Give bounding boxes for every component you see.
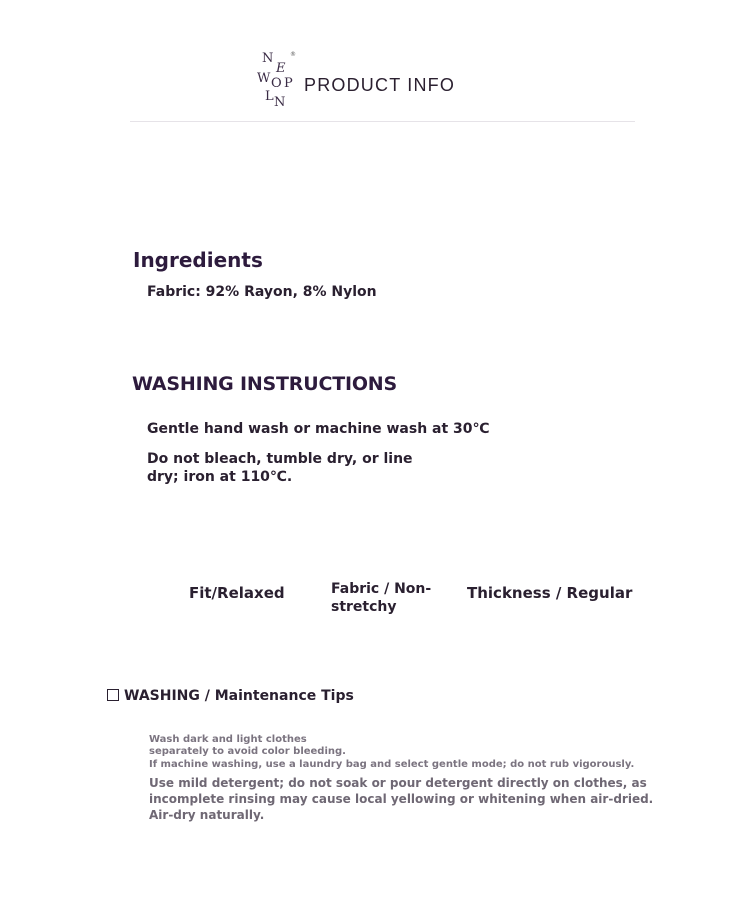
washing-heading: WASHING INSTRUCTIONS <box>132 373 397 395</box>
page-title: PRODUCT INFO <box>304 75 456 95</box>
maintenance-tips-heading: WASHING / Maintenance Tips <box>124 688 354 704</box>
logo-letter: L <box>265 89 274 104</box>
logo-letter: N <box>262 51 274 66</box>
logo-letter: P <box>284 76 293 91</box>
maintenance-tip: If machine washing, use a laundry bag and select gentle mode; do not rub vigorously. <box>149 759 635 770</box>
fabric-composition: Fabric: 92% Rayon, 8% Nylon <box>147 284 377 300</box>
washing-instruction: Do not bleach, tumble dry, or line dry; iron at 110℃. <box>147 451 413 485</box>
maintenance-tip: Use mild detergent; do not soak or pour detergent directly on clothes, as incomplete rinsing may cause local yellowing or whitening when air-dried. Air-dry naturally. <box>149 776 654 822</box>
fabric-attribute: Fabric / Non-stretchy <box>331 581 432 615</box>
ingredients-heading: Ingredients <box>133 248 263 272</box>
logo-letter: E <box>276 61 286 76</box>
thickness-attribute: Thickness / Regular <box>467 584 633 602</box>
logo-letter: O <box>271 76 282 91</box>
checkbox-icon <box>107 689 119 701</box>
washing-instruction: Gentle hand wash or machine wash at 30℃ <box>147 421 490 437</box>
maintenance-tip: Wash dark and light clothes separately to avoid color bleeding. <box>149 734 346 757</box>
brand-logo <box>256 50 300 114</box>
logo-letter: W <box>257 71 271 86</box>
fit-attribute: Fit/Relaxed <box>189 584 285 602</box>
header-divider <box>130 121 635 122</box>
registered-mark: ® <box>290 51 296 58</box>
logo-letter: N <box>274 95 286 110</box>
